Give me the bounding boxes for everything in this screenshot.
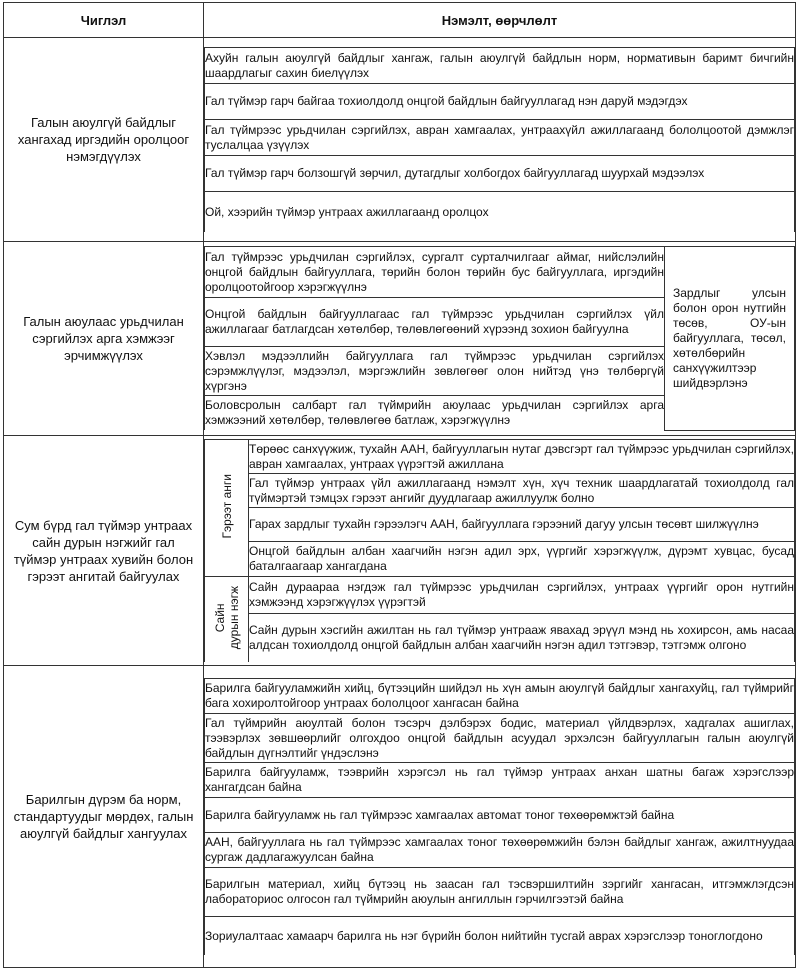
list-item: Онцгой байдлын албан хаагчийн нэгэн адил эрх, үүргийг хэрэгжүүлж, дүрэмт хувцас, бусад баталгаагаар хангагдана [249,542,795,577]
list-item: Гарах зардлыг тухайн гэрээлэгч ААН, байгууллага гэрээний дагуу улсын төсөвт шилжүүлнэ [249,508,795,542]
policy-table [3,2,796,968]
list-item: Сайн дураараа нэгдэж гал түймрээс урьдчилан сэргийлэх, унтраах үүргийг орон нутгийн хэмжээнд хэрэгжүүлэх үүрэгтэй [249,577,795,614]
list-item: Барилгын материал, хийц бүтээц нь заасан гал тэсвэршилтийн зэргийг хангасан, итгэмжлэгдсэн лабораториос олгосон гал түймрийн аюулын ангиллын гэрчилгээтэй байна [205,868,795,917]
section-direction: Галын аюулаас урьдчилан сэргийлэх арга хэмжээг эрчимжүүлэх [4,242,204,436]
group-label-text: Гэрээт анги [219,473,234,539]
list-item: Гал түймрээс урьдчилан сэргийлэх, авран хамгаалах, унтраахүйл ажиллагаанд бололцоотой дэмжлэг туслалцаа үзүүлэх [205,120,795,156]
section-items [204,436,796,666]
list-item: Гал түймэр гарч байгаа тохиолдолд онцгой байдлын байгууллагад нэн даруй мэдэгдэх [205,84,795,120]
list-item: Ой, хээрийн түймэр унтраах ажиллагаанд оролцох [205,192,795,233]
header-direction: Чиглэл [4,3,204,38]
group-label-text: Сайн дурын нэгж [212,585,241,650]
section-items [204,666,796,968]
group-label-contract [205,440,249,577]
items-with-note [204,246,795,431]
list-item: Хэвлэл мэдээллийн байгууллага гал түймрээс урьдчилан сэргийлэх сэрэмжлүүлэг, мэдээлэл, мэргэжлийн зөвлөгөөг олон нийтэд үнэ төлбөргүй хүргэнэ [205,347,665,396]
section-row [4,436,796,666]
list-item: Гал түймэр унтраах үйл ажиллагаанд нэмэлт хүн, хүч техник шаардлагатай тохиолдолд гал түймэртэй тэмцэх гэрээт ангийг дуудлагаар ажиллуулж болно [249,474,795,508]
list-item: Барилга байгууламж нь гал түймрээс хамгаалах автомат тоног төхөөрөмжтэй байна [205,798,795,833]
section-row [4,38,796,242]
list-item: Ахуйн галын аюулгүй байдлыг хангаж, галын аюулгүй байдлын норм, нормативын баримт бичгийн шаардлагыг сахин биелүүлэх [205,48,795,84]
list-item: ААН, байгууллага нь гал түймрээс хамгаалах тоног төхөөрөмжийн бэлэн байдлыг хангаж, ажилтнуудаа сургаж дадлагажуулсан байна [205,833,795,868]
section-items [204,38,796,242]
section-direction: Сум бүрд гал түймэр унтраах сайн дурын нэгжийг гал түймэр унтраах хувийн болон гэрээт ангитай байгуулах [4,436,204,666]
group-label-volunteer [205,577,249,663]
section-direction: Галын аюулгүй байдлыг хангахад иргэдийн оролцоог нэмэгдүүлэх [4,38,204,242]
list-item: Гал түймрийн аюултай болон тэсэрч дэлбэрэх бодис, материал үйлдвэрлэх, хадгалах ашиглах, тээвэрлэх зөвшөөрлийг олгохдоо онцгой байдлын асуудал эрхэлсэн байгууллагын галын аюулгүй байдлын дүгнэлтийг үндэслэнэ [205,714,795,763]
list-item: Барилга байгууламж, тээврийн хэрэгсэл нь гал түймэр унтраах анхан шатны багаж хэрэгслээр хангагдсан байна [205,763,795,798]
funding-note: Зардлыг улсын болон орон нутгийн төсөв, ОУ-ын байгууллага, төсөл, хөтөлбөрийн санхүүжилтээр шийдвэрлэнэ [665,247,795,431]
unit-groups [204,439,795,662]
list-item: Төрөөс санхүүжиж, тухайн ААН, байгууллагын нутаг дэвсгэрт гал түймрээс урьдчилан сэргийлэх, авран хамгаалах, унтраах үүрэгтэй ажиллана [249,440,795,474]
section-items [204,242,796,436]
section-direction: Барилгын дүрэм ба норм, стандартуудыг мөрдөх, галын аюулгүй байдлыг хангуулах [4,666,204,968]
list-item: Онцгой байдлын байгууллагаас гал түймрээс урьдчилан сэргийлэх үйл ажиллагааг батлагдсан хөтөлбөр, төлөвлөгөөний хүрээнд зохион байгуулна [205,298,665,347]
header-row [4,3,796,38]
list-item: Боловсролын салбарт гал түймрийн аюулаас урьдчилан сэргийлэх арга хэмжээний хөтөлбөр, төлөвлөгөө батлаж, хэрэгжүүлнэ [205,396,665,431]
list-item: Зориулалтаас хамаарч барилга нь нэг бүрийн болон нийтийн тусгай аврах хэрэгслээр тоноглогдоно [205,917,795,956]
section-row [4,666,796,968]
section-row [4,242,796,436]
items-list [204,47,795,232]
items-list [204,678,795,955]
list-item: Сайн дурын хэсгийн ажилтан нь гал түймэр унтрааж явахад эрүүл мэнд нь хохирсон, амь насаа алдсан тохиолдолд онцгой байдлын албан хаагчийн нэгэн адил тэтгэвэр, тэтгэмж олгоно [249,614,795,663]
header-changes: Нэмэлт, өөрчлөлт [204,3,796,38]
list-item: Гал түймрээс урьдчилан сэргийлэх, сургалт сурталчилгааг аймаг, нийслэлийн онцгой байдлын байгууллага, төрийн болон төрийн бус байгууллага, иргэдийн оролцоотойгоор хэрэгжүүлнэ [205,247,665,298]
list-item: Гал түймэр гарч болзошгүй зөрчил, дутагдлыг холбогдох байгууллагад шуурхай мэдээлэх [205,156,795,192]
list-item: Барилга байгууламжийн хийц, бүтээцийн шийдэл нь хүн амын аюулгүй байдлыг хангахуйц, гал түймрийг бага хохиролтойгоор унтраах бололцоог хангасан байна [205,679,795,714]
